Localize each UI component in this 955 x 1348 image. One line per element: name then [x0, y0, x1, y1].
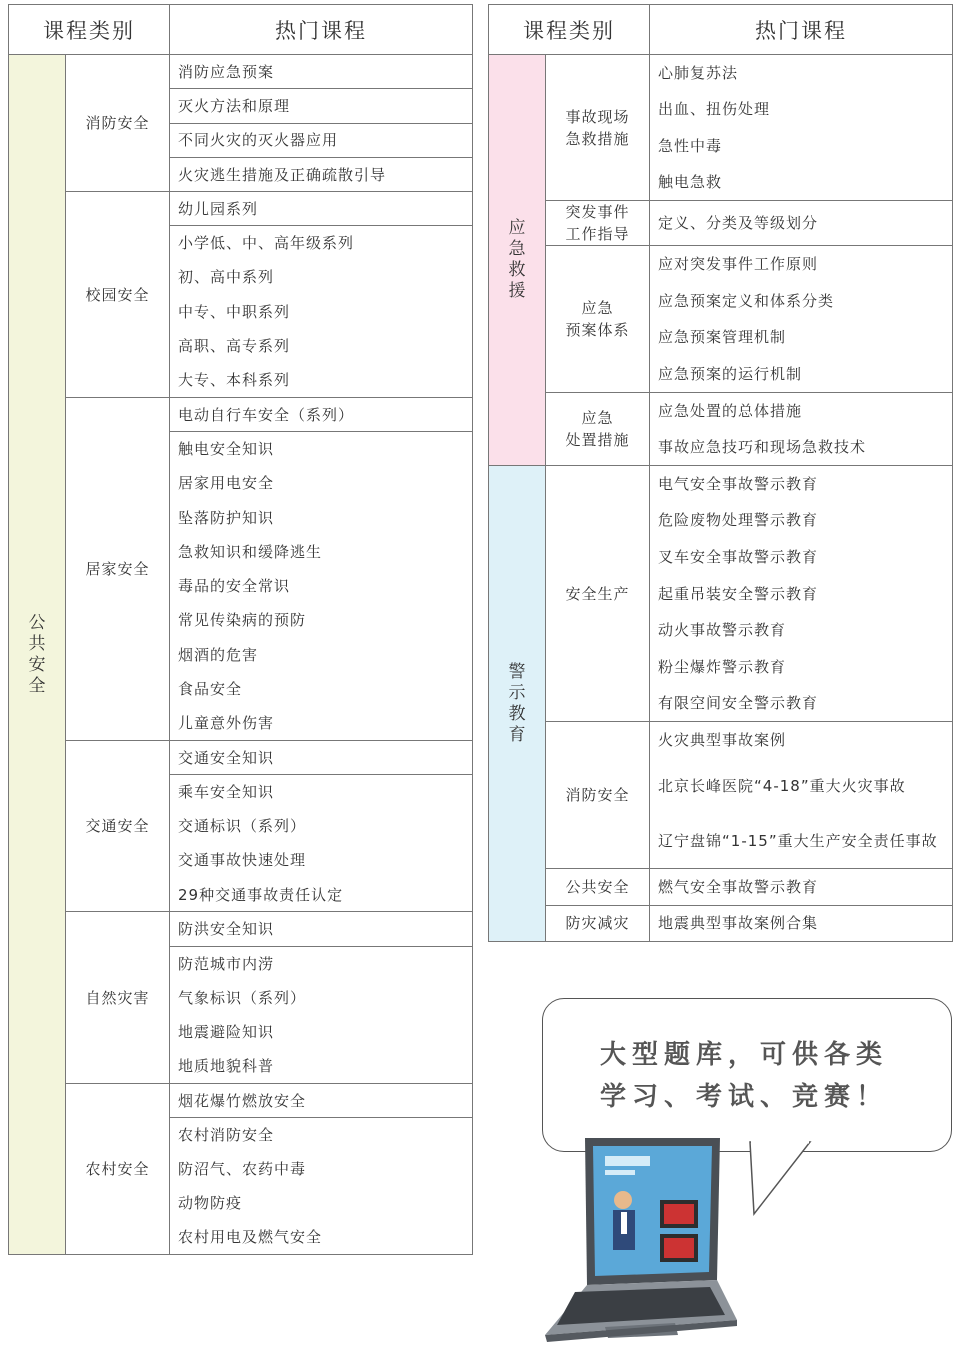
group-label: 警示教育 — [508, 661, 526, 745]
laptop-icon — [545, 1138, 737, 1342]
course-item: 粉尘爆炸警示教育 — [650, 648, 953, 685]
course-item: 防沼气、农药中毒 — [170, 1152, 473, 1186]
table-row — [489, 869, 953, 906]
course-item: 应急预案定义和体系分类 — [650, 282, 953, 319]
course-item: 坠落防护知识 — [170, 500, 473, 534]
course-item: 农村用电及燃气安全 — [170, 1221, 473, 1255]
course-item: 叉车安全事故警示教育 — [650, 539, 953, 576]
category-cell: 消防安全 — [66, 55, 170, 192]
category-line: 急救措施 — [565, 129, 630, 148]
speech-bubble-tail — [740, 1140, 830, 1220]
right-course-table — [488, 4, 953, 942]
category-cell — [546, 201, 650, 246]
course-item: 电动自行车安全（系列） — [170, 397, 473, 431]
table-row — [489, 201, 953, 246]
table-row — [489, 55, 953, 92]
course-item: 常见传染病的预防 — [170, 603, 473, 637]
course-item: 居家用电安全 — [170, 466, 473, 500]
category-line: 应急 — [581, 408, 614, 427]
table-row — [489, 465, 953, 502]
table-row — [9, 55, 473, 89]
course-item: 触电安全知识 — [170, 432, 473, 466]
course-item: 心肺复苏法 — [650, 55, 953, 92]
course-item: 灭火方法和原理 — [170, 89, 473, 123]
table-row — [489, 392, 953, 429]
course-item: 气象标识（系列） — [170, 981, 473, 1015]
course-item: 有限空间安全警示教育 — [650, 685, 953, 722]
course-item: 动火事故警示教育 — [650, 612, 953, 649]
course-item: 乘车安全知识 — [170, 775, 473, 809]
course-item: 高职、高专系列 — [170, 329, 473, 363]
course-item: 触电急救 — [650, 164, 953, 201]
course-item: 儿童意外伤害 — [170, 706, 473, 740]
course-item: 急救知识和缓降逃生 — [170, 535, 473, 569]
course-item: 动物防疫 — [170, 1186, 473, 1220]
course-item: 幼儿园系列 — [170, 192, 473, 226]
group-label: 公共安全 — [28, 612, 46, 696]
category-cell — [546, 55, 650, 201]
course-item: 防范城市内涝 — [170, 946, 473, 980]
left-header-category: 课程类别 — [9, 5, 170, 55]
bubble-line-2: 学习、考试、竞赛！ — [600, 1082, 889, 1112]
course-item: 辽宁盘锦“1-15”重大生产安全责任事故 — [650, 813, 953, 868]
bubble-text — [600, 1034, 930, 1118]
category-cell — [546, 246, 650, 392]
course-item: 火灾典型事故案例 — [650, 722, 953, 759]
course-item: 毒品的安全常识 — [170, 569, 473, 603]
course-item: 交通标识（系列） — [170, 809, 473, 843]
category-line: 应急 — [581, 299, 614, 318]
category-cell — [546, 465, 650, 721]
course-item: 起重吊装安全警示教育 — [650, 575, 953, 612]
course-item: 烟酒的危害 — [170, 638, 473, 672]
table-row — [9, 912, 473, 946]
bubble-line-1: 大型题库，可供各类 — [600, 1040, 889, 1070]
course-item: 地震典型事故案例合集 — [650, 905, 953, 942]
category-line: 公共安全 — [565, 877, 630, 896]
table-row — [489, 905, 953, 942]
category-cell: 校园安全 — [66, 192, 170, 398]
course-item: 电气安全事故警示教育 — [650, 465, 953, 502]
right-table-header — [489, 5, 953, 55]
course-item: 防洪安全知识 — [170, 912, 473, 946]
course-item: 应急处置的总体措施 — [650, 392, 953, 429]
course-item: 食品安全 — [170, 672, 473, 706]
group-label: 应急救援 — [508, 217, 526, 301]
category-line: 防灾减灾 — [565, 914, 630, 933]
left-table-header — [9, 5, 473, 55]
course-item: 火灾逃生措施及正确疏散引导 — [170, 157, 473, 191]
table-row — [489, 246, 953, 283]
course-item: 烟花爆竹燃放安全 — [170, 1083, 473, 1117]
table-row — [9, 740, 473, 774]
course-item: 燃气安全事故警示教育 — [650, 869, 953, 906]
table-row — [9, 397, 473, 431]
category-cell: 交通安全 — [66, 740, 170, 911]
course-item: 危险废物处理警示教育 — [650, 502, 953, 539]
course-item: 应对突发事件工作原则 — [650, 246, 953, 283]
category-cell — [546, 869, 650, 906]
left-header-courses: 热门课程 — [170, 5, 473, 55]
category-line: 突发事件 — [565, 203, 630, 222]
category-line: 工作指导 — [565, 225, 630, 244]
category-line: 处置措施 — [565, 430, 630, 449]
category-cell: 自然灾害 — [66, 912, 170, 1083]
table-row — [489, 722, 953, 759]
category-cell: 农村安全 — [66, 1083, 170, 1254]
category-cell: 居家安全 — [66, 397, 170, 740]
category-line: 安全生产 — [565, 584, 630, 603]
course-item: 应急预案的运行机制 — [650, 356, 953, 393]
course-item: 应急预案管理机制 — [650, 319, 953, 356]
category-cell — [546, 905, 650, 942]
category-cell — [546, 392, 650, 465]
group-cell — [9, 55, 66, 1255]
category-cell — [546, 722, 650, 869]
course-item: 农村消防安全 — [170, 1118, 473, 1152]
course-item: 定义、分类及等级划分 — [650, 201, 953, 246]
course-item: 地质地貌科普 — [170, 1049, 473, 1083]
group-cell — [489, 465, 546, 941]
course-item: 大专、本科系列 — [170, 363, 473, 397]
course-item: 事故应急技巧和现场急救技术 — [650, 429, 953, 466]
left-course-table — [8, 4, 473, 1255]
course-item: 29种交通事故责任认定 — [170, 878, 473, 912]
course-item: 急性中毒 — [650, 128, 953, 165]
course-item: 交通安全知识 — [170, 740, 473, 774]
group-cell — [489, 55, 546, 466]
category-line: 预案体系 — [565, 321, 630, 340]
category-line: 事故现场 — [565, 107, 630, 126]
course-item: 出血、扭伤处理 — [650, 91, 953, 128]
course-item: 初、高中系列 — [170, 260, 473, 294]
table-row — [9, 192, 473, 226]
course-item: 消防应急预案 — [170, 55, 473, 89]
course-item: 不同火灾的灭火器应用 — [170, 123, 473, 157]
course-item: 地震避险知识 — [170, 1015, 473, 1049]
right-header-category: 课程类别 — [489, 5, 650, 55]
course-item: 交通事故快速处理 — [170, 843, 473, 877]
right-header-courses: 热门课程 — [650, 5, 953, 55]
course-item: 小学低、中、高年级系列 — [170, 226, 473, 260]
category-line: 消防安全 — [565, 786, 630, 805]
table-row — [9, 1083, 473, 1117]
laptop-illustration — [505, 1130, 745, 1345]
course-item: 中专、中职系列 — [170, 295, 473, 329]
course-item: 北京长峰医院“4-18”重大火灾事故 — [650, 758, 953, 813]
